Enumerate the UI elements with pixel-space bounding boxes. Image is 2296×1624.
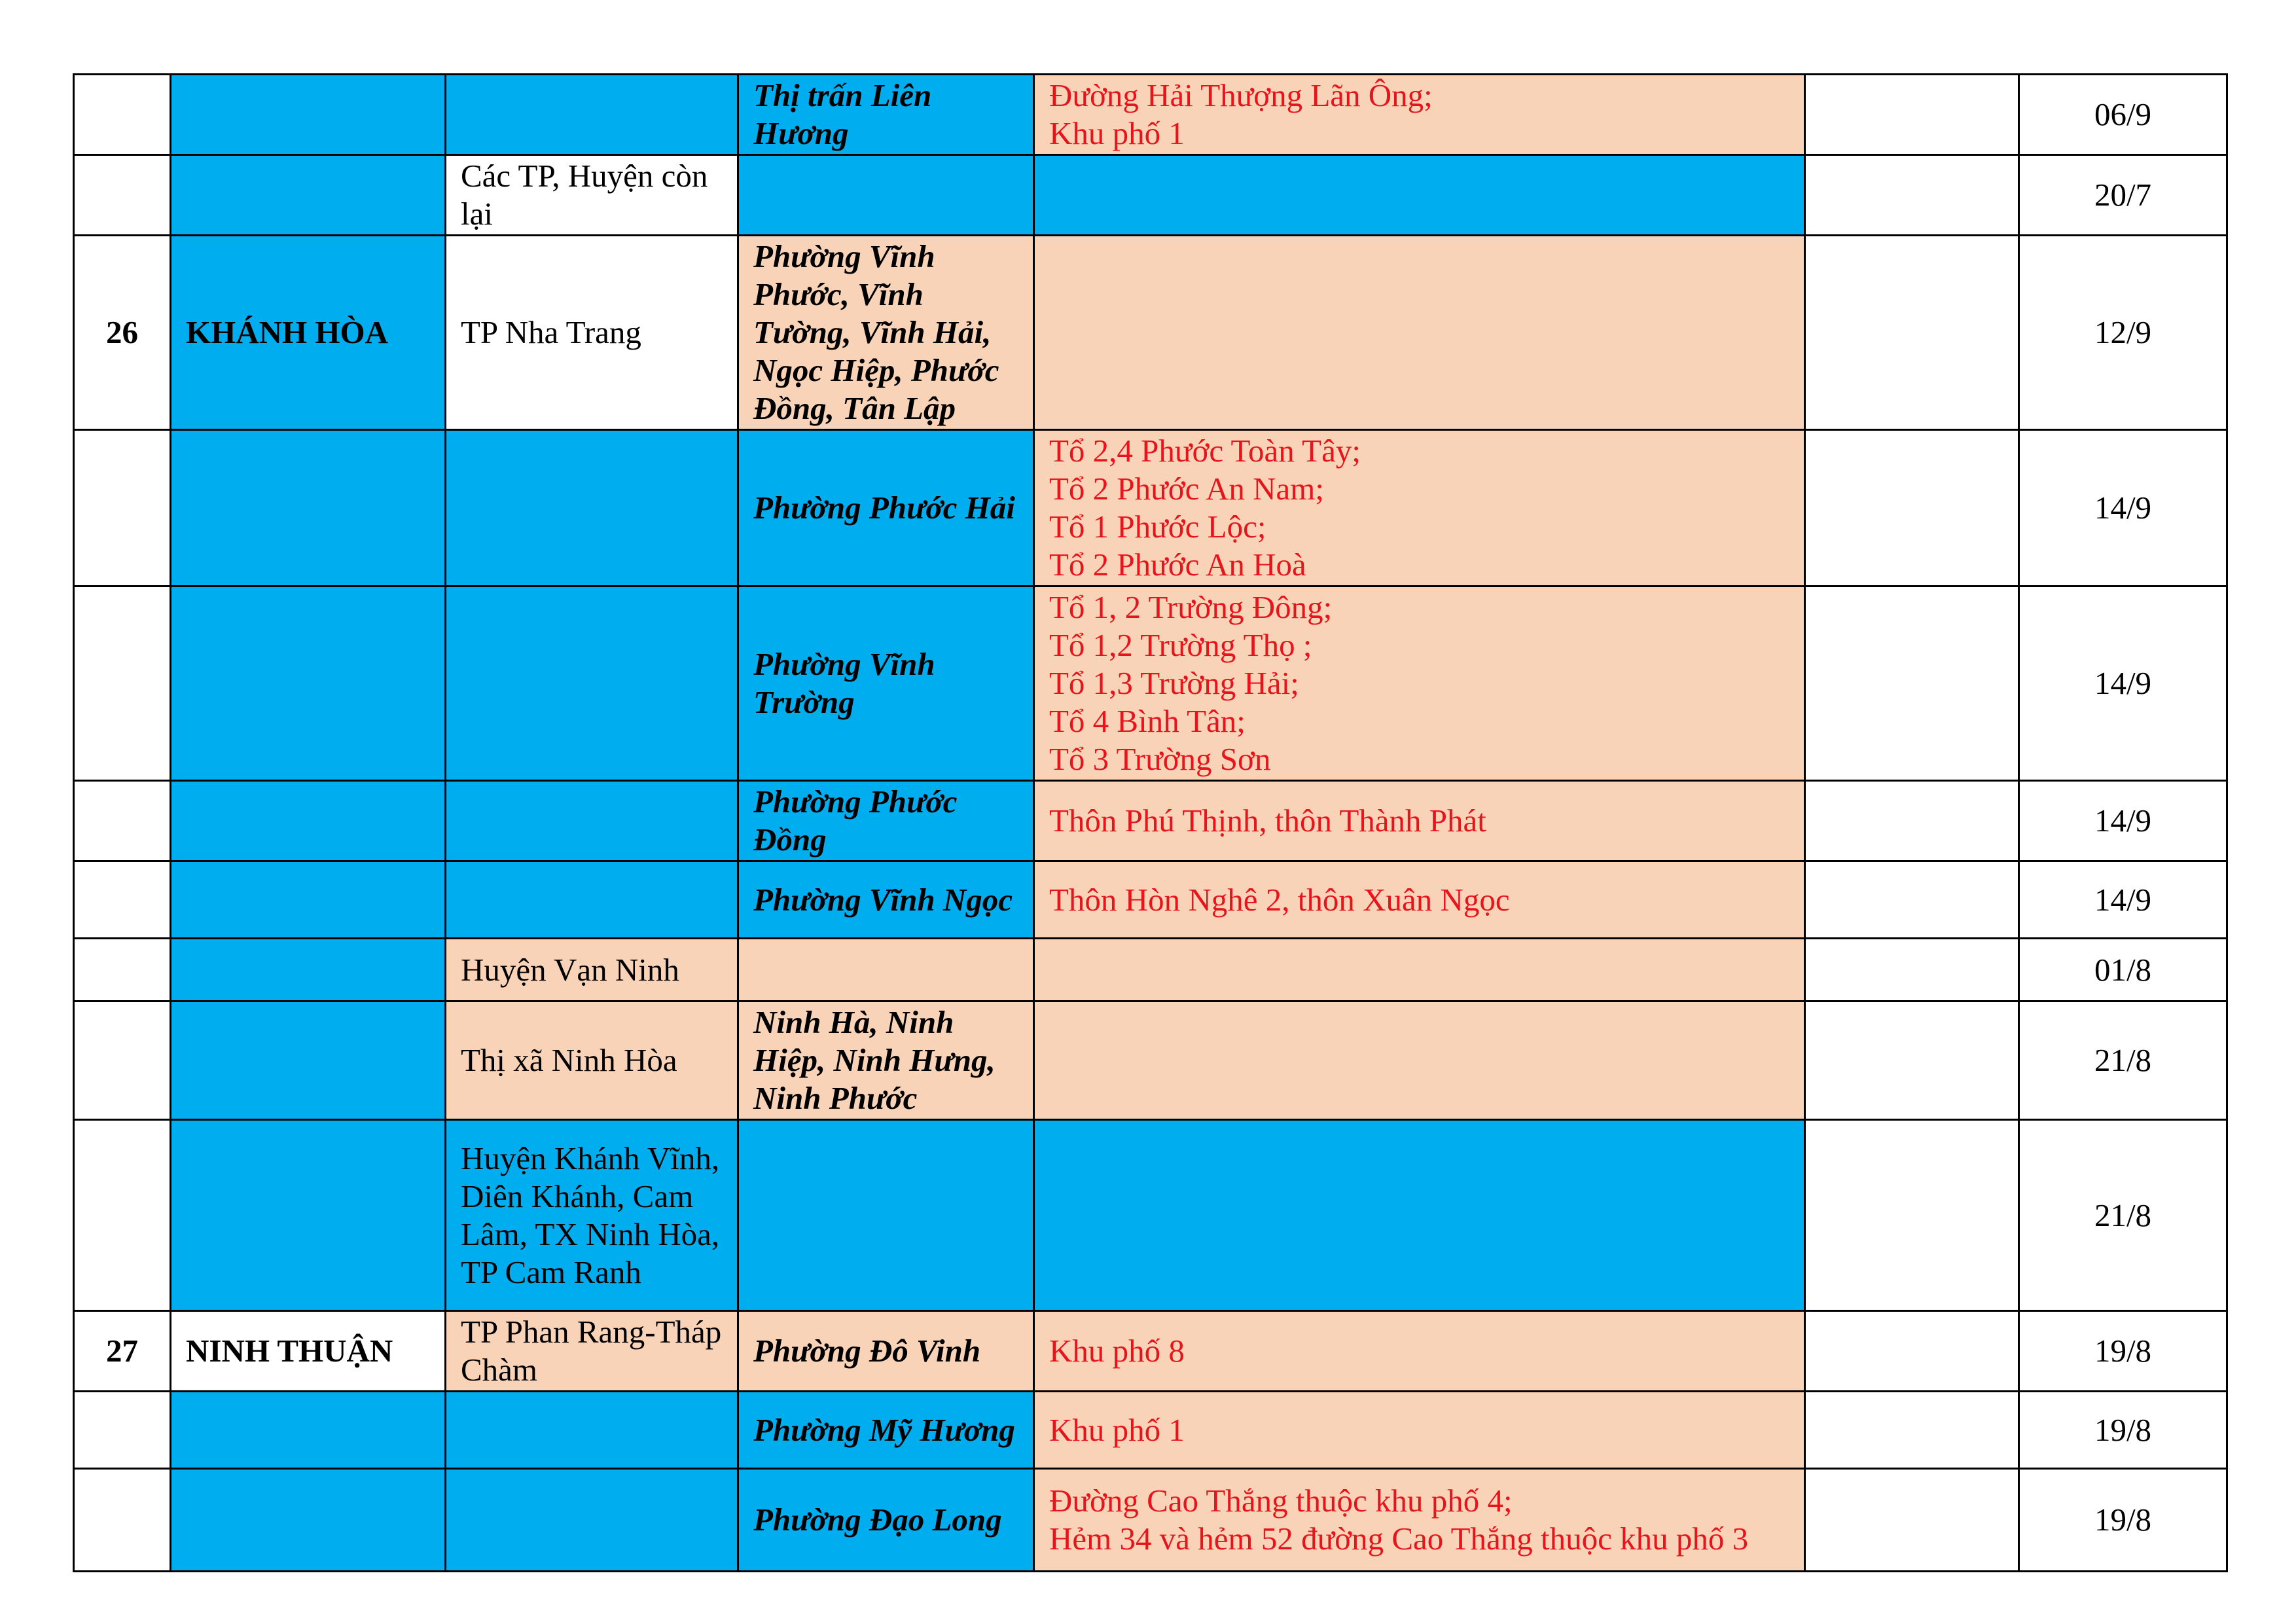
table-row xyxy=(74,1469,2227,1572)
province-cell xyxy=(171,861,446,939)
note-cell xyxy=(1805,939,2019,1001)
province-cell xyxy=(171,1392,446,1469)
address-cell xyxy=(1034,586,1805,781)
row-number xyxy=(74,1469,171,1572)
ward-cell: Phường Phước Hải xyxy=(738,430,1034,586)
address-cell: Thôn Phú Thịnh, thôn Thành Phát xyxy=(1034,781,1805,861)
table-row xyxy=(74,781,2227,861)
province-cell: NINH THUẬN xyxy=(171,1311,446,1392)
district-cell xyxy=(446,430,738,586)
address-line: Đường Cao Thắng thuộc khu phố 4; Hẻm 34 và hẻm 52 đường Cao Thắng thuộc khu phố 3 xyxy=(1049,1483,1749,1557)
row-number xyxy=(74,1120,171,1311)
province-cell xyxy=(171,155,446,236)
ward-cell: Phường Vĩnh Trường xyxy=(738,586,1034,781)
district-cell: Huyện Khánh Vĩnh, Diên Khánh, Cam Lâm, TX Ninh Hòa, TP Cam Ranh xyxy=(446,1120,738,1311)
district-cell xyxy=(446,1469,738,1572)
ward-cell: Phường Vĩnh Phước, Vĩnh Tường, Vĩnh Hải, Ngọc Hiệp, Phước Đồng, Tân Lập xyxy=(738,236,1034,430)
row-number xyxy=(74,781,171,861)
note-cell xyxy=(1805,586,2019,781)
note-cell xyxy=(1805,781,2019,861)
ward-cell: Phường Mỹ Hương xyxy=(738,1392,1034,1469)
note-cell xyxy=(1805,430,2019,586)
address-line: Tổ 1, 2 Trường Đông; Tổ 1,2 Trường Thọ ; Tổ 1,3 Trường Hải; Tổ 4 Bình Tân; Tổ 3 Trường Sơn xyxy=(1049,589,1333,777)
ward-cell: Thị trấn Liên Hương xyxy=(738,75,1034,155)
district-cell xyxy=(446,1392,738,1469)
table-row xyxy=(74,586,2227,781)
row-number xyxy=(74,75,171,155)
outbreak-area-table xyxy=(73,73,2228,1572)
province-cell xyxy=(171,586,446,781)
row-number xyxy=(74,939,171,1001)
note-cell xyxy=(1805,861,2019,939)
table-row xyxy=(74,75,2227,155)
note-cell xyxy=(1805,236,2019,430)
table-row xyxy=(74,236,2227,430)
row-number xyxy=(74,1392,171,1469)
date-cell: 06/9 xyxy=(2019,75,2227,155)
ward-cell: Phường Đạo Long xyxy=(738,1469,1034,1572)
table-row xyxy=(74,1392,2227,1469)
province-cell xyxy=(171,939,446,1001)
note-cell xyxy=(1805,1392,2019,1469)
ward-cell xyxy=(738,155,1034,236)
district-cell: Các TP, Huyện còn lại xyxy=(446,155,738,236)
note-cell xyxy=(1805,1469,2019,1572)
district-cell xyxy=(446,586,738,781)
district-cell xyxy=(446,781,738,861)
province-cell xyxy=(171,1120,446,1311)
note-cell xyxy=(1805,1120,2019,1311)
row-number: 26 xyxy=(74,236,171,430)
province-cell xyxy=(171,1001,446,1120)
date-cell: 12/9 xyxy=(2019,236,2227,430)
address-line: Đường Hải Thượng Lãn Ông; Khu phố 1 xyxy=(1049,77,1433,151)
table-row xyxy=(74,1311,2227,1392)
table-row xyxy=(74,155,2227,236)
address-cell: Khu phố 1 xyxy=(1034,1392,1805,1469)
district-cell: TP Nha Trang xyxy=(446,236,738,430)
address-cell xyxy=(1034,75,1805,155)
date-cell: 19/8 xyxy=(2019,1311,2227,1392)
date-cell: 21/8 xyxy=(2019,1120,2227,1311)
address-cell: Thôn Hòn Nghê 2, thôn Xuân Ngọc xyxy=(1034,861,1805,939)
ward-cell: Phường Đô Vinh xyxy=(738,1311,1034,1392)
ward-cell xyxy=(738,939,1034,1001)
date-cell: 14/9 xyxy=(2019,430,2227,586)
address-cell xyxy=(1034,1120,1805,1311)
address-line: Tổ 2,4 Phước Toàn Tây; Tổ 2 Phước An Nam; Tổ 1 Phước Lộc; Tổ 2 Phước An Hoà xyxy=(1049,433,1361,583)
note-cell xyxy=(1805,75,2019,155)
date-cell: 14/9 xyxy=(2019,586,2227,781)
province-cell xyxy=(171,430,446,586)
ward-cell xyxy=(738,1120,1034,1311)
date-cell: 19/8 xyxy=(2019,1392,2227,1469)
address-cell xyxy=(1034,236,1805,430)
note-cell xyxy=(1805,1001,2019,1120)
date-cell: 01/8 xyxy=(2019,939,2227,1001)
row-number xyxy=(74,1001,171,1120)
table-row xyxy=(74,1001,2227,1120)
table-row xyxy=(74,861,2227,939)
row-number xyxy=(74,430,171,586)
date-cell: 19/8 xyxy=(2019,1469,2227,1572)
ward-cell: Ninh Hà, Ninh Hiệp, Ninh Hưng, Ninh Phước xyxy=(738,1001,1034,1120)
date-cell: 14/9 xyxy=(2019,781,2227,861)
address-cell xyxy=(1034,939,1805,1001)
district-cell: Thị xã Ninh Hòa xyxy=(446,1001,738,1120)
note-cell xyxy=(1805,155,2019,236)
address-cell xyxy=(1034,1001,1805,1120)
province-cell xyxy=(171,1469,446,1572)
province-cell xyxy=(171,75,446,155)
row-number xyxy=(74,155,171,236)
date-cell: 14/9 xyxy=(2019,861,2227,939)
table-row xyxy=(74,939,2227,1001)
address-cell xyxy=(1034,1469,1805,1572)
district-cell: Huyện Vạn Ninh xyxy=(446,939,738,1001)
date-cell: 20/7 xyxy=(2019,155,2227,236)
row-number: 27 xyxy=(74,1311,171,1392)
district-cell xyxy=(446,75,738,155)
note-cell xyxy=(1805,1311,2019,1392)
row-number xyxy=(74,861,171,939)
district-cell: TP Phan Rang-Tháp Chàm xyxy=(446,1311,738,1392)
address-cell xyxy=(1034,155,1805,236)
address-cell xyxy=(1034,430,1805,586)
province-cell: KHÁNH HÒA xyxy=(171,236,446,430)
ward-cell: Phường Phước Đồng xyxy=(738,781,1034,861)
district-cell xyxy=(446,861,738,939)
province-cell xyxy=(171,781,446,861)
ward-cell: Phường Vĩnh Ngọc xyxy=(738,861,1034,939)
table-row xyxy=(74,430,2227,586)
date-cell: 21/8 xyxy=(2019,1001,2227,1120)
address-cell: Khu phố 8 xyxy=(1034,1311,1805,1392)
table-row xyxy=(74,1120,2227,1311)
row-number xyxy=(74,586,171,781)
